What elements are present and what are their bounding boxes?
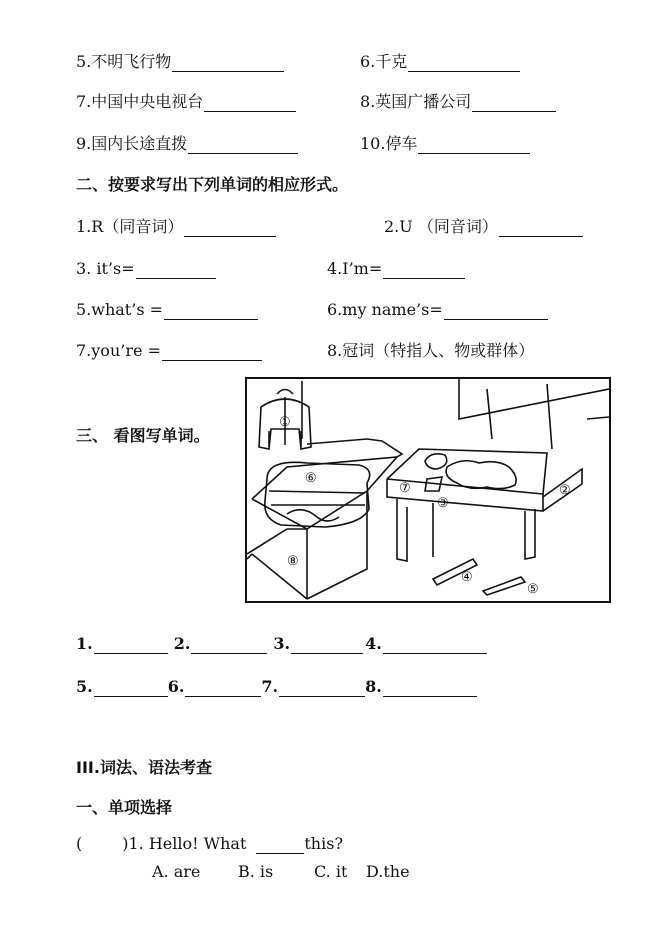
option-b: B. is — [238, 862, 274, 881]
item-number: 7. — [76, 92, 92, 111]
answer-num: 4. — [365, 634, 382, 653]
answer-row-1 — [76, 634, 487, 654]
item-youre — [76, 341, 262, 361]
option-d: D.the — [366, 862, 410, 881]
answer-blank[interactable] — [383, 637, 487, 654]
section2-heading: 二、按要求写出下列单词的相应形式。 — [76, 175, 349, 194]
answer-blank[interactable] — [204, 95, 296, 112]
item-text: 国内长途直拨 — [91, 134, 188, 153]
item-u-homophone — [384, 217, 583, 237]
paren-open: ( — [76, 834, 83, 853]
answer-num: 8. — [365, 677, 382, 696]
item-text: 中国中央电视台 — [91, 92, 204, 111]
item-my-names — [327, 300, 548, 320]
paren-close: ) — [122, 834, 129, 853]
answer-blank[interactable] — [94, 637, 168, 654]
label-5: ⑤ — [527, 582, 539, 597]
room-picture — [245, 377, 611, 603]
answer-blank[interactable] — [408, 55, 520, 72]
answer-blank[interactable] — [472, 95, 556, 112]
answer-blank[interactable] — [291, 637, 363, 654]
answer-blank[interactable] — [444, 303, 548, 320]
label-3: ③ — [437, 496, 449, 511]
answer-num: 3. — [273, 634, 291, 653]
answer-blank[interactable] — [164, 303, 258, 320]
item-number: 10. — [360, 134, 386, 153]
label-2: ② — [559, 483, 571, 498]
answer-num: 5. — [76, 677, 93, 696]
item-its — [76, 259, 216, 279]
answer-row-2 — [76, 677, 477, 697]
item-text: 4.I’m= — [327, 259, 383, 278]
item-text: 2.U （同音词） — [384, 217, 498, 236]
answer-blank[interactable] — [185, 680, 261, 697]
item-text: 6.my name’s= — [327, 300, 443, 319]
section3-heading: 三、 看图写单词。 — [76, 426, 210, 445]
item-cctv — [76, 92, 296, 112]
answer-blank[interactable] — [191, 637, 267, 654]
answer-blank[interactable] — [136, 262, 216, 279]
label-7: ⑦ — [399, 481, 411, 496]
option-a: A. are — [152, 862, 201, 881]
item-ufo — [76, 52, 284, 72]
answer-blank[interactable] — [94, 680, 168, 697]
answer-blank[interactable] — [256, 837, 304, 854]
answer-blank[interactable] — [162, 344, 262, 361]
label-1: ① — [279, 415, 291, 430]
answer-num: 7. — [261, 677, 279, 696]
item-text: 千克 — [375, 52, 408, 71]
question-suffix: this? — [304, 834, 344, 853]
item-text: 1.R（同音词） — [76, 217, 184, 236]
room-illustration — [247, 379, 609, 601]
label-4: ④ — [461, 570, 473, 585]
label-8: ⑧ — [287, 554, 299, 569]
answer-num: 1. — [76, 634, 93, 653]
item-text: 5.what’s = — [76, 300, 164, 319]
answer-blank[interactable] — [418, 137, 530, 154]
item-kilogram — [360, 52, 520, 72]
answer-blank[interactable] — [172, 55, 284, 72]
item-text: 英国广播公司 — [375, 92, 472, 111]
item-r-homophone — [76, 217, 276, 237]
option-c: C. it — [314, 862, 348, 881]
item-text: 7.you’re = — [76, 341, 161, 360]
part3-subheading: 一、单项选择 — [76, 798, 173, 817]
question-text: 1. Hello! What — [128, 834, 247, 853]
item-text: 不明飞行物 — [91, 52, 172, 71]
item-number: 8. — [360, 92, 376, 111]
item-whats — [76, 300, 258, 320]
answer-blank[interactable] — [499, 220, 583, 237]
answer-blank[interactable] — [383, 680, 477, 697]
item-number: 5. — [76, 52, 92, 71]
item-text: 3. it’s= — [76, 259, 135, 278]
item-article: 8.冠词（特指人、物或群体） — [327, 341, 535, 360]
item-im — [327, 259, 465, 279]
item-ddd — [76, 134, 298, 154]
answer-blank[interactable] — [383, 262, 465, 279]
answer-blank[interactable] — [184, 220, 276, 237]
item-text: 停车 — [385, 134, 418, 153]
answer-blank[interactable] — [279, 680, 365, 697]
part3-heading: III.词法、语法考查 — [76, 758, 212, 777]
answer-num: 2. — [173, 634, 191, 653]
answer-blank[interactable] — [188, 137, 298, 154]
answer-num: 6. — [167, 677, 185, 696]
item-bbc — [360, 92, 556, 112]
item-parking — [360, 134, 530, 154]
mc-question-1 — [76, 834, 343, 854]
label-6: ⑥ — [305, 471, 317, 486]
item-number: 6. — [360, 52, 376, 71]
item-number: 9. — [76, 134, 92, 153]
